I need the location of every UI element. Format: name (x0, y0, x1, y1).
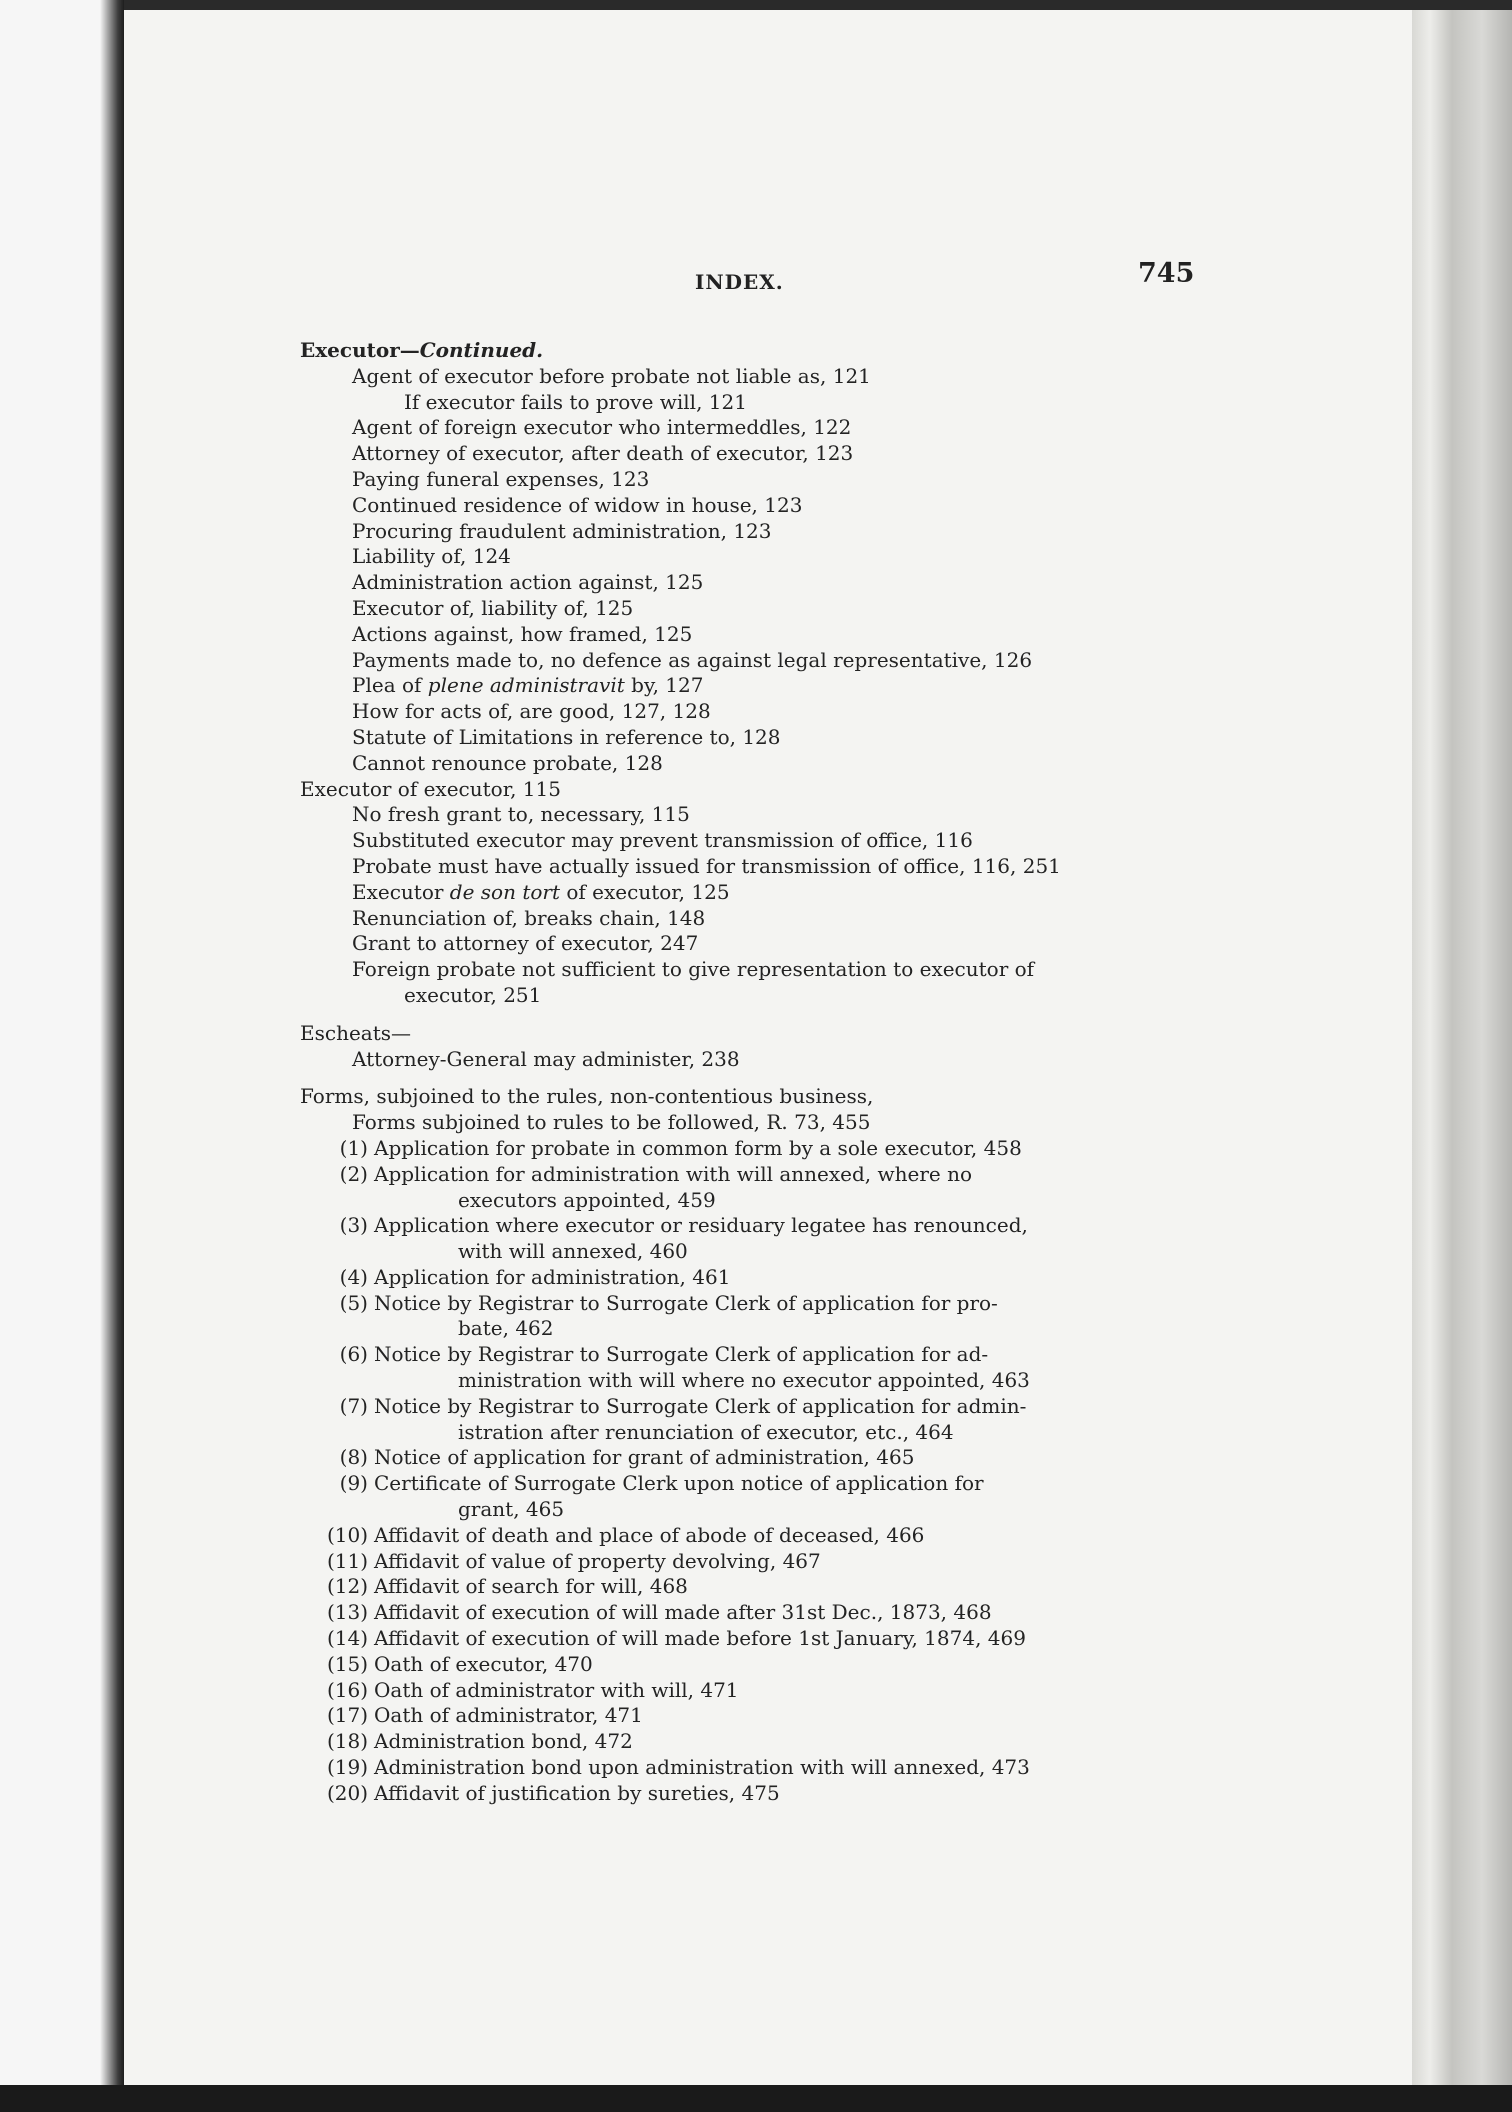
form-item: (12) Affidavit of search for will, 468 (326, 1574, 688, 1599)
index-subentry: Actions against, how framed, 125 (352, 621, 693, 646)
index-subentry: Grant to attorney of executor, 247 (352, 931, 699, 956)
index-subentry: Substituted executor may prevent transmission of office, 116 (352, 828, 973, 853)
index-subentry: Foreign probate not sufficient to give representation to executor of (352, 957, 1035, 982)
index-subentry-continuation: executor, 251 (404, 982, 542, 1007)
index-heading-escheats: Escheats— (300, 1020, 412, 1045)
form-item-continuation: ministration with will where no executor appointed, 463 (458, 1368, 1030, 1393)
form-item: (18) Administration bond, 472 (326, 1729, 633, 1754)
form-item-continuation: with will annexed, 460 (458, 1239, 688, 1264)
index-subentry: Attorney-General may administer, 238 (352, 1046, 740, 1071)
index-subentry: Executor of, liability of, 125 (352, 595, 634, 620)
index-subentry: Agent of executor before probate not liable as, 121 (352, 363, 871, 388)
page-number: 745 (1138, 258, 1195, 289)
index-entries (300, 338, 1220, 1807)
index-subentry: Continued residence of widow in house, 123 (352, 492, 803, 517)
index-subentry: Attorney of executor, after death of executor, 123 (352, 441, 854, 466)
form-item: (17) Oath of administrator, 471 (326, 1703, 643, 1728)
form-item: (9) Certificate of Surrogate Clerk upon notice of application for (339, 1471, 984, 1496)
form-item: (15) Oath of executor, 470 (326, 1651, 593, 1676)
form-item: (10) Affidavit of death and place of abode of deceased, 466 (326, 1522, 925, 1547)
form-item: (5) Notice by Registrar to Surrogate Clerk of application for pro- (339, 1290, 998, 1315)
index-subentry: Administration action against, 125 (352, 570, 704, 595)
form-item: (1) Application for probate in common form by a sole executor, 458 (339, 1135, 1022, 1160)
form-item-continuation: grant, 465 (458, 1497, 565, 1522)
index-subentry: Paying funeral expenses, 123 (352, 466, 650, 491)
form-item: (4) Application for administration, 461 (339, 1264, 731, 1289)
form-item-continuation: executors appointed, 459 (458, 1187, 716, 1212)
index-heading-forms: Forms, subjoined to the rules, non-contentious business, (300, 1084, 874, 1109)
form-item: (3) Application where executor or residuary legatee has renounced, (339, 1213, 1028, 1238)
form-item: (11) Affidavit of value of property devolving, 467 (326, 1548, 821, 1573)
index-subentry: Forms subjoined to rules to be followed, R. 73, 455 (352, 1110, 871, 1135)
index-heading-executor: Executor—Continued. (300, 338, 544, 362)
index-subentry: Payments made to, no defence as against legal representative, 126 (352, 647, 1033, 672)
page-edge (1412, 10, 1512, 2085)
index-subentry-son-tort: Executor de son tort of executor, 125 (352, 879, 730, 904)
index-heading-executor-of-executor: Executor of executor, 115 (300, 776, 561, 801)
scan-top-border (124, 0, 1512, 10)
scan-bottom-border (0, 2085, 1512, 2112)
forms-list (300, 1136, 1220, 1807)
index-subentry: No fresh grant to, necessary, 115 (352, 802, 690, 827)
index-subentry: Statute of Limitations in reference to, 128 (352, 724, 781, 749)
form-item: (2) Application for administration with will annexed, where no (339, 1161, 973, 1186)
index-subentry: Renunciation of, breaks chain, 148 (352, 905, 706, 930)
form-item: (16) Oath of administrator with will, 471 (326, 1677, 739, 1702)
form-item: (19) Administration bond upon administration with will annexed, 473 (326, 1755, 1030, 1780)
index-subentry: If executor fails to prove will, 121 (404, 389, 747, 414)
scan-left-border (0, 0, 124, 2112)
form-item: (14) Affidavit of execution of will made before 1st January, 1874, 469 (326, 1626, 1026, 1651)
form-item: (7) Notice by Registrar to Surrogate Clerk of application for admin- (339, 1393, 1027, 1418)
form-item-continuation: istration after renunciation of executor, etc., 464 (458, 1419, 954, 1444)
form-item: (13) Affidavit of execution of will made after 31st Dec., 1873, 468 (326, 1600, 992, 1625)
form-item: (6) Notice by Registrar to Surrogate Clerk of application for ad- (339, 1342, 989, 1367)
index-subentry: How for acts of, are good, 127, 128 (352, 699, 711, 724)
index-subentry-plea: Plea of plene administravit by, 127 (352, 673, 704, 698)
form-item: (20) Affidavit of justification by sureties, 475 (326, 1780, 780, 1805)
index-subentry: Procuring fraudulent administration, 123 (352, 518, 772, 543)
index-subentry: Liability of, 124 (352, 544, 511, 569)
running-head (300, 258, 1200, 298)
index-subentry: Agent of foreign executor who intermeddles, 122 (352, 415, 852, 440)
index-subentry: Cannot renounce probate, 128 (352, 750, 663, 775)
form-item-continuation: bate, 462 (458, 1316, 554, 1341)
index-subentry: Probate must have actually issued for transmission of office, 116, 251 (352, 853, 1061, 878)
page-title: INDEX. (695, 270, 784, 294)
form-item: (8) Notice of application for grant of administration, 465 (339, 1445, 915, 1470)
